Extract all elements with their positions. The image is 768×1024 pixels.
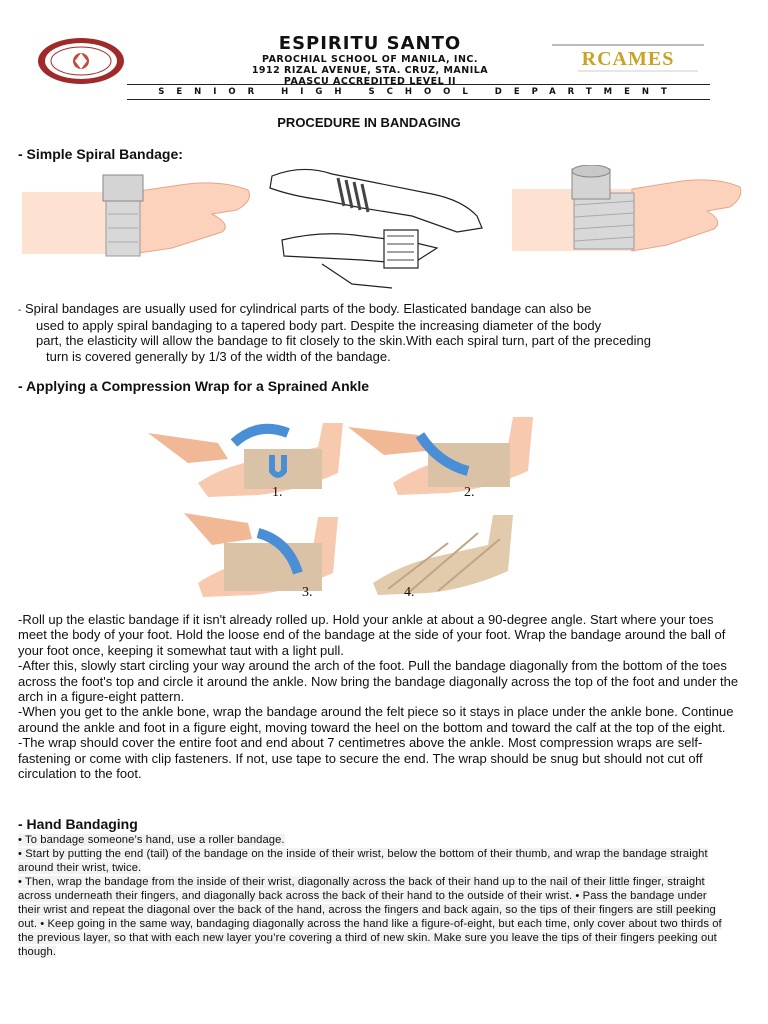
ankle-step-label: 3.: [302, 585, 313, 600]
ankle-step-4-image: [373, 515, 513, 600]
ankle-paragraph-2: -After this, slowly start circling your way around the arch of the foot. Pull the bandage diagonally from the bottom of the toes across the foot's top and circle it around the ankle. Now bring the bandage diagonally across the top of the foot and under the arch in a figure-eight pattern.: [18, 658, 739, 705]
spiral-line-1: Spiral bandages are usually used for cylindrical parts of the body. Elasticated bandage can also be: [24, 301, 592, 316]
hand-paragraph-1: • To bandage someone’s hand, use a roller bandage.: [18, 834, 285, 846]
document-title: PROCEDURE IN BANDAGING: [277, 115, 461, 130]
rcames-logo: [548, 42, 708, 74]
spiral-line-4: turn is covered generally by 1/3 of the width of the bandage.: [46, 348, 391, 364]
school-line-2: 1912 RIZAL AVENUE, STA. CRUZ, MANILA: [251, 65, 489, 76]
ankle-wrap-steps-illustration: [148, 403, 548, 605]
spiral-bandage-hand-illustration-1: [22, 170, 254, 260]
hand-paragraph-3: • Then, wrap the bandage from the inside of their wrist, diagonally across the back of their hand up to the nail of their little finger, straight across underneath their fingers, and diagonally back across the back of their hand to the outside of their wrist. • Pass the bandage under their wrist and repeat the diagonal over the back of the hand, across the fingers and back again, so the tips of their fingers are still peeking out. • Keep going in the same way, bandaging diagonally across the hand like a figure-of-eight, but each time, only cover about two thirds of the previous layer, so that with each new layer you’re covering a third of new skin. Make sure you leave the tips of their fingers peeking out though.: [18, 876, 722, 958]
school-info: [205, 33, 535, 87]
spiral-bullet: -: [18, 305, 22, 316]
ankle-heading: - Applying a Compression Wrap for a Sprained Ankle: [18, 378, 370, 394]
ankle-paragraph-3: -When you get to the ankle bone, wrap the bandage around the felt piece so it stays in place under the ankle bone. Continue around the ankle and foot in a figure eight, moving toward the heel on the bottom and toward the calf at the top of the eight.: [18, 704, 734, 735]
ankle-step-label: 2.: [464, 485, 475, 500]
svg-text:RCAMES: RCAMES: [581, 48, 675, 70]
hand-paragraph-2: • Start by putting the end (tail) of the bandage on the inside of their wrist, below the bottom of their thumb, and wrap the bandage straight around their wrist, twice.: [18, 848, 708, 874]
ankle-step-label: 1.: [272, 485, 283, 500]
header-rule-bottom: [127, 99, 710, 100]
spiral-line-2: used to apply spiral bandaging to a tapered body part. Despite the increasing diameter of the body: [36, 318, 602, 334]
ankle-step-label: 4.: [404, 585, 415, 600]
spiral-description: [18, 301, 738, 364]
school-seal-logo: [36, 36, 126, 86]
spiral-line-3: part, the elasticity will allow the bandage to fit closely to the skin.With each spiral turn, part of the preceding: [36, 333, 651, 349]
ankle-instructions: [18, 612, 746, 781]
hand-heading: - Hand Bandaging: [18, 816, 138, 832]
school-line-3: PAASCU ACCREDITED LEVEL II: [283, 76, 457, 87]
school-line-1: PAROCHIAL SCHOOL OF MANILA, INC.: [261, 54, 478, 65]
school-name: ESPIRITU SANTO: [278, 33, 462, 54]
department-banner: SENIOR HIGH SCHOOL DEPARTMENT: [158, 87, 679, 97]
ankle-paragraph-4: -The wrap should cover the entire foot and end about 7 centimetres above the ankle. Most compression wraps are self-fastening or come with clip fasteners. If not, use tape to secure the end. The wrap should be snug but should not cut off circulation to the foot.: [18, 735, 703, 782]
header-rule-top: [127, 84, 710, 85]
hand-instructions: [18, 833, 728, 959]
ankle-step-2-image: [348, 417, 533, 500]
ankle-paragraph-1: -Roll up the elastic bandage if it isn't already rolled up. Hold your ankle at about a 90-degree angle. Start where your toes meet the body of your foot. Hold the loose end of the bandage at the side of your foot. Wrap the bandage around the ball of your foot once, keeping it somewhat taut with a light pull.: [18, 612, 726, 658]
ankle-step-1-image: [148, 423, 343, 500]
spiral-heading: - Simple Spiral Bandage:: [18, 146, 183, 162]
spiral-bandage-hand-illustration-2: [512, 165, 744, 257]
ankle-step-3-image: [184, 513, 338, 600]
spiral-bandage-line-drawing: [262, 160, 484, 292]
letterhead: [0, 0, 768, 105]
